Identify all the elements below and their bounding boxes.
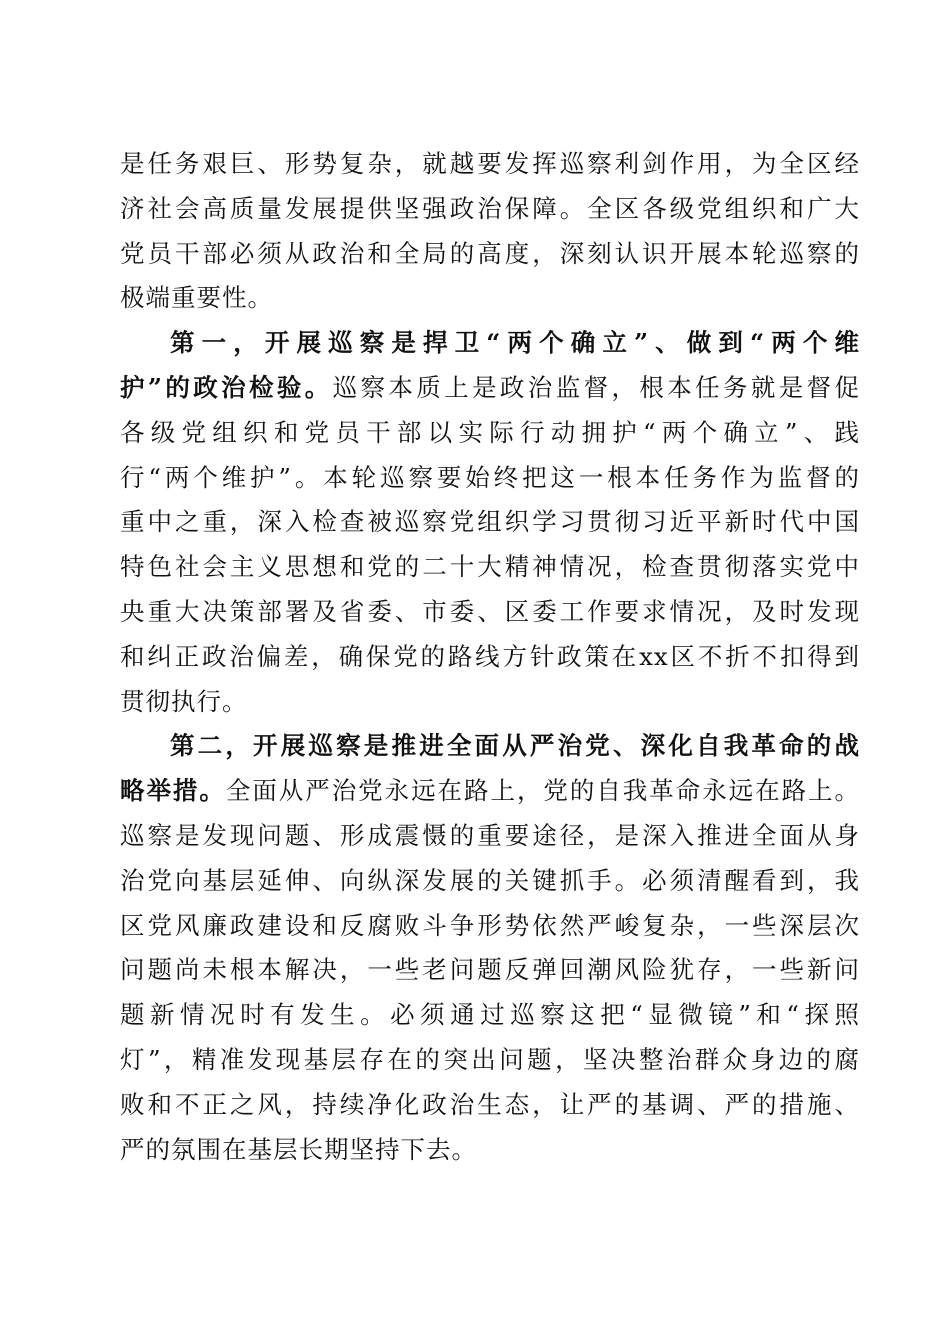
paragraph-3-heading-part-1: 第二，开展巡察是推进全面从严治党、深化自我革命的战	[170, 731, 860, 761]
paragraph-3-line-10: 严的氛围在基层长期坚持下去。	[120, 1134, 477, 1164]
paragraph-2-line-8: 和纠正政治偏差，确保党的路线方针政策在xx区不折不扣得到	[120, 641, 860, 671]
paragraph-2-line-9: 贯彻执行。	[120, 686, 248, 716]
paragraph-2-line-1	[120, 321, 860, 366]
paragraph-3-line-2-text: 全面从严治党永远在路上，党的自我革命永远在路上。	[225, 776, 861, 806]
paragraph-3-line-4: 治党向基层延伸、向纵深发展的关键抓手。必须清醒看到，我	[120, 865, 860, 895]
paragraph-2-line-2-text: 巡察本质上是政治监督，根本任务就是督促	[332, 372, 860, 402]
paragraph-1-line-3: 党员干部必须从政治和全局的高度，深刻认识开展本轮巡察的	[120, 238, 860, 268]
document-body	[120, 142, 860, 1172]
paragraph-3-line-9: 败和不正之风，持续净化政治生态，让严的基调、严的措施、	[120, 1089, 860, 1119]
paragraph-1-line-1: 是任务艰巨、形势复杂，就越要发挥巡察利剑作用，为全区经	[120, 149, 860, 178]
paragraph-3-line-8: 灯”，精准发现基层存在的突出问题，坚决整治群众身边的腐	[120, 1044, 860, 1074]
paragraph-2-line-3: 各级党组织和党员干部以实际行动拥护“两个确立”、践	[120, 417, 860, 447]
paragraph-1-line-2: 济社会高质量发展提供坚强政治保障。全区各级党组织和广大	[120, 193, 860, 223]
paragraph-3-heading-part-2: 略举措。	[120, 776, 226, 806]
paragraph-2-line-5: 重中之重，深入检查被巡察党组织学习贯彻习近平新时代中国	[120, 507, 860, 537]
paragraph-2-heading-part-1: 第一，开展巡察是捍卫“两个确立”、做到“两个维	[170, 328, 860, 358]
paragraph-2-heading-part-2: 护”的政治检验。	[120, 372, 333, 402]
paragraph-3-line-1	[120, 724, 860, 769]
paragraph-3-line-3: 巡察是发现问题、形成震慑的重要途径，是深入推进全面从身	[120, 820, 860, 850]
paragraph-3-line-7: 题新情况时有发生。必须通过巡察这把“显微镜”和“探照	[120, 1000, 860, 1030]
paragraph-3-line-2	[120, 769, 860, 814]
paragraph-2-line-7: 央重大决策部署及省委、市委、区委工作要求情况，及时发现	[120, 596, 860, 626]
paragraph-1-line-4: 极端重要性。	[120, 283, 273, 313]
paragraph-2-line-4: 行“两个维护”。本轮巡察要始终把这一根本任务作为监督的	[120, 462, 860, 492]
paragraph-2-line-2	[120, 366, 860, 411]
paragraph-3-line-6: 问题尚未根本解决，一些老问题反弹回潮风险犹存，一些新问	[120, 955, 860, 985]
paragraph-3-line-5: 区党风廉政建设和反腐败斗争形势依然严峻复杂，一些深层次	[120, 910, 860, 940]
paragraph-2-line-6: 特色社会主义思想和党的二十大精神情况，检查贯彻落实党中	[120, 552, 860, 582]
